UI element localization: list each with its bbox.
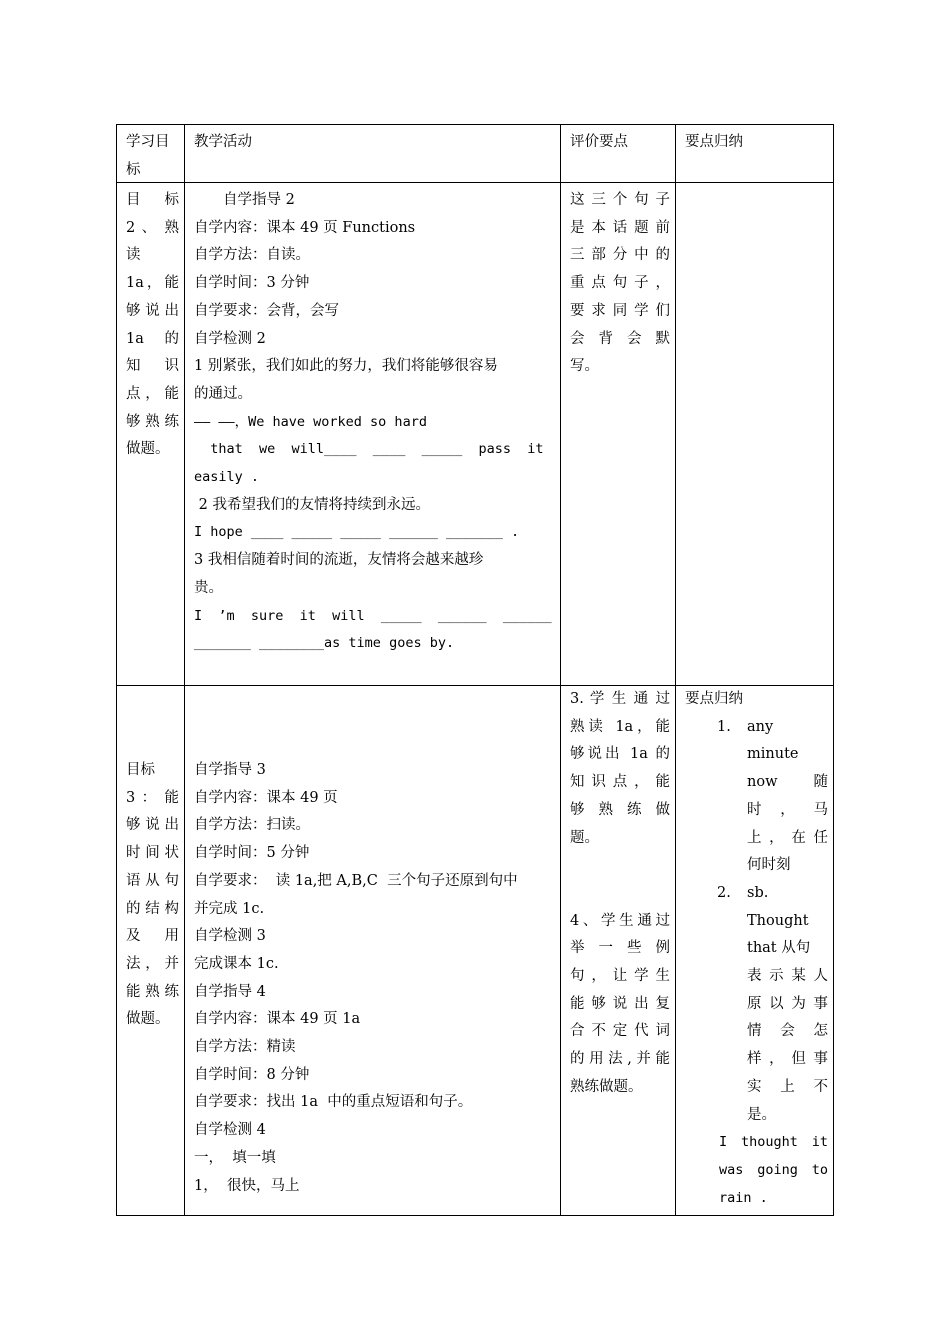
header-activity-label: 教学活动 — [194, 134, 252, 150]
summary-item-line: 时 ， 马 — [747, 801, 828, 818]
row1-goal-line: 够熟练 — [126, 413, 179, 430]
row1-goal-line: 1a 的 — [126, 330, 179, 347]
summary-item-line: minute — [747, 746, 799, 763]
row1-activity-line: I ’m sure it will _____ ______ ______ — [194, 607, 552, 624]
row1-activity-line: 自学要求：会背，会写 — [194, 302, 339, 319]
row2-activity-line: 自学内容：课本 49 页 1a — [194, 1011, 361, 1028]
row2-activity-line: 完成课本 1c. — [194, 955, 279, 972]
row1-goal-line: 知 识 — [126, 358, 179, 375]
row2-activity-line: 自学检测 4 — [194, 1122, 266, 1139]
row2-eval-line: 够 熟 练 做 — [570, 801, 670, 818]
row2-goal-line: 法，并 — [126, 955, 179, 972]
summary-item-line: 原以为事 — [747, 995, 828, 1012]
row1-goal-line: 点，能 — [126, 385, 179, 402]
row2-eval-line: 的用法,并能 — [570, 1051, 670, 1068]
row2-goal-line: 做题。 — [126, 1011, 170, 1028]
summary-item-line: 何时刻 — [747, 857, 791, 874]
summary-item-line: any — [747, 718, 774, 735]
row1-activity-line: 3 我相信随着时间的流逝，友情将会越来越珍 — [194, 552, 484, 569]
summary-item-line: 样，但事 — [747, 1051, 828, 1068]
summary-item-2 — [685, 880, 828, 1129]
row2-activity-line: 自学方法：扫读。 — [194, 817, 310, 834]
summary-example — [685, 1129, 828, 1212]
row2-activity-line: 自学指导 4 — [194, 983, 266, 1000]
row1-eval-line: 写。 — [570, 358, 599, 375]
row2-eval-line: 举 一 些 例 — [570, 940, 670, 957]
row1-eval-line: 会背会默 — [570, 330, 670, 347]
row1-activity-line: 1 别紧张，我们如此的努力，我们将能够很容易 — [194, 358, 498, 375]
header-summary-label: 要点归纳 — [685, 134, 743, 150]
row2-activity-cell — [184, 685, 561, 1216]
header-eval-cell — [560, 124, 676, 183]
summary-item-line: Thought — [747, 912, 809, 929]
row2-activity-line: 1， 很快，马上 — [194, 1177, 300, 1194]
summary-item-1 — [685, 714, 828, 880]
row2-goal-line: 语从句 — [126, 872, 179, 889]
row1-goal-line: 读 — [126, 247, 141, 264]
row2-activity-line: 自学方法：精读 — [194, 1039, 296, 1056]
row1-eval-line: 要求同学们 — [570, 302, 670, 319]
row2-activity-line: 自学检测 3 — [194, 928, 266, 945]
row2-eval-line: 题。 — [570, 829, 599, 846]
summary-example-line: I thought it — [719, 1134, 828, 1151]
header-goal-line: 学习目 — [126, 134, 170, 150]
summary-item-line: 上，在任 — [747, 829, 828, 846]
summary-item-number: 2. — [717, 884, 731, 901]
row2-eval-line: 合不定代词 — [570, 1023, 670, 1040]
table-right-border — [833, 124, 834, 1216]
row2-goal-line: 3 ： 能 — [126, 789, 179, 806]
row1-activity-line: 2 我希望我们的友情将持续到永远。 — [194, 496, 430, 513]
row2-eval-line: 句，让学生 — [570, 968, 670, 985]
row1-activity-line: 自学方法：自读。 — [194, 247, 310, 264]
row2-eval-spacer — [570, 852, 670, 880]
header-eval-label: 评价要点 — [570, 134, 628, 150]
summary-item-line: 实 上 不 — [747, 1078, 828, 1095]
summary-item-line: that 从句 — [747, 940, 811, 957]
row2-goal-line: 够说出 — [126, 817, 179, 834]
summary-item-line: 表示某人 — [747, 968, 828, 985]
row2-activity-line: 自学内容：课本 49 页 — [194, 789, 338, 806]
row2-goal-cell — [116, 685, 185, 1216]
row1-activity-line: that we will____ ____ _____ pass it — [194, 441, 544, 458]
row2-activity-line: 自学时间：5 分钟 — [194, 845, 310, 862]
row2-summary-cell — [675, 685, 834, 1216]
row1-eval-line: 是本话题前 — [570, 219, 670, 236]
row2-eval-line: 3. 学 生 通 过 — [570, 691, 670, 707]
summary-item-number: 1. — [717, 718, 731, 735]
row1-goal-line: 做题。 — [126, 441, 170, 458]
row1-goal-line: 2 、 熟 — [126, 219, 179, 236]
row2-activity-line: 自学要求：找出 1a 中的重点短语和句子。 — [194, 1094, 473, 1111]
row1-goal-cell — [116, 182, 185, 686]
row1-eval-line: 这三个句子 — [570, 192, 670, 208]
row2-eval-spacer — [570, 880, 670, 908]
header-goal-cell — [116, 124, 185, 183]
row1-activity-line: _______ ________as time goes by. — [194, 635, 455, 652]
summary-item-line: 情 会 怎 — [747, 1023, 828, 1040]
row2-summary-title: 要点归纳 — [685, 691, 743, 707]
row1-activity-cell — [184, 182, 561, 686]
row1-activity-line: I hope ____ _____ _____ ______ _______ . — [194, 524, 520, 541]
row1-eval-cell — [560, 182, 676, 686]
table-bottom-border — [116, 1215, 834, 1216]
row2-goal-line: 目标 — [126, 762, 155, 778]
row1-activity-line: 贵。 — [194, 579, 223, 596]
row2-eval-line: 4、学生通过 — [570, 912, 670, 929]
row2-eval-line: 够说出 1a 的 — [570, 746, 670, 763]
row1-goal-line: 1a，能 — [126, 275, 179, 292]
header-summary-cell — [675, 124, 834, 183]
row2-goal-line: 及 用 — [126, 928, 179, 945]
summary-example-line: was going to — [719, 1161, 828, 1178]
row2-eval-line: 熟练做题。 — [570, 1078, 643, 1095]
summary-item-line: now 随 — [747, 774, 828, 791]
row2-activity-line: 一， 填一填 — [194, 1149, 276, 1166]
row1-summary-cell — [675, 182, 834, 686]
row2-activity-line: 自学时间：8 分钟 — [194, 1066, 310, 1083]
row1-goal-line: 够说出 — [126, 302, 179, 319]
row1-activity-line: 自学时间：3 分钟 — [194, 275, 310, 292]
row2-eval-line: 能够说出复 — [570, 995, 670, 1012]
row1-activity-line: 自学检测 2 — [194, 330, 266, 347]
row2-goal-line: 时间状 — [126, 845, 179, 862]
row2-goal-line: 能熟练 — [126, 983, 179, 1000]
row1-goal-line: 目 标 — [126, 192, 179, 208]
row1-activity-line: 的通过。 — [194, 385, 252, 402]
row2-activity-line: 自学要求： 读 1a,把 A,B,C 三个句子还原到句中 — [194, 872, 518, 889]
row2-activity-line: 自学指导 3 — [194, 762, 266, 778]
row1-activity-line: easily . — [194, 469, 260, 486]
row2-eval-line: 熟读 1a，能 — [570, 718, 670, 735]
row2-goal-line: 的结构 — [126, 900, 179, 917]
header-activity-cell — [184, 124, 561, 183]
header-goal-line: 标 — [126, 161, 141, 178]
row1-activity-line: 自学内容：课本 49 页 Functions — [194, 219, 416, 236]
summary-item-line: 是。 — [747, 1106, 776, 1123]
row1-activity-line: 自学指导 2 — [194, 192, 295, 208]
summary-item-line: sb. — [747, 884, 769, 901]
row1-activity-line: —— ——，We have worked so hard — [194, 413, 427, 430]
row2-eval-cell — [560, 685, 676, 1216]
row1-eval-line: 三部分中的 — [570, 247, 670, 264]
summary-example-line: rain . — [719, 1189, 768, 1206]
row1-eval-line: 重点句子， — [570, 275, 670, 292]
row2-activity-line: 并完成 1c. — [194, 900, 265, 917]
row2-eval-line: 知识点，能 — [570, 774, 670, 791]
